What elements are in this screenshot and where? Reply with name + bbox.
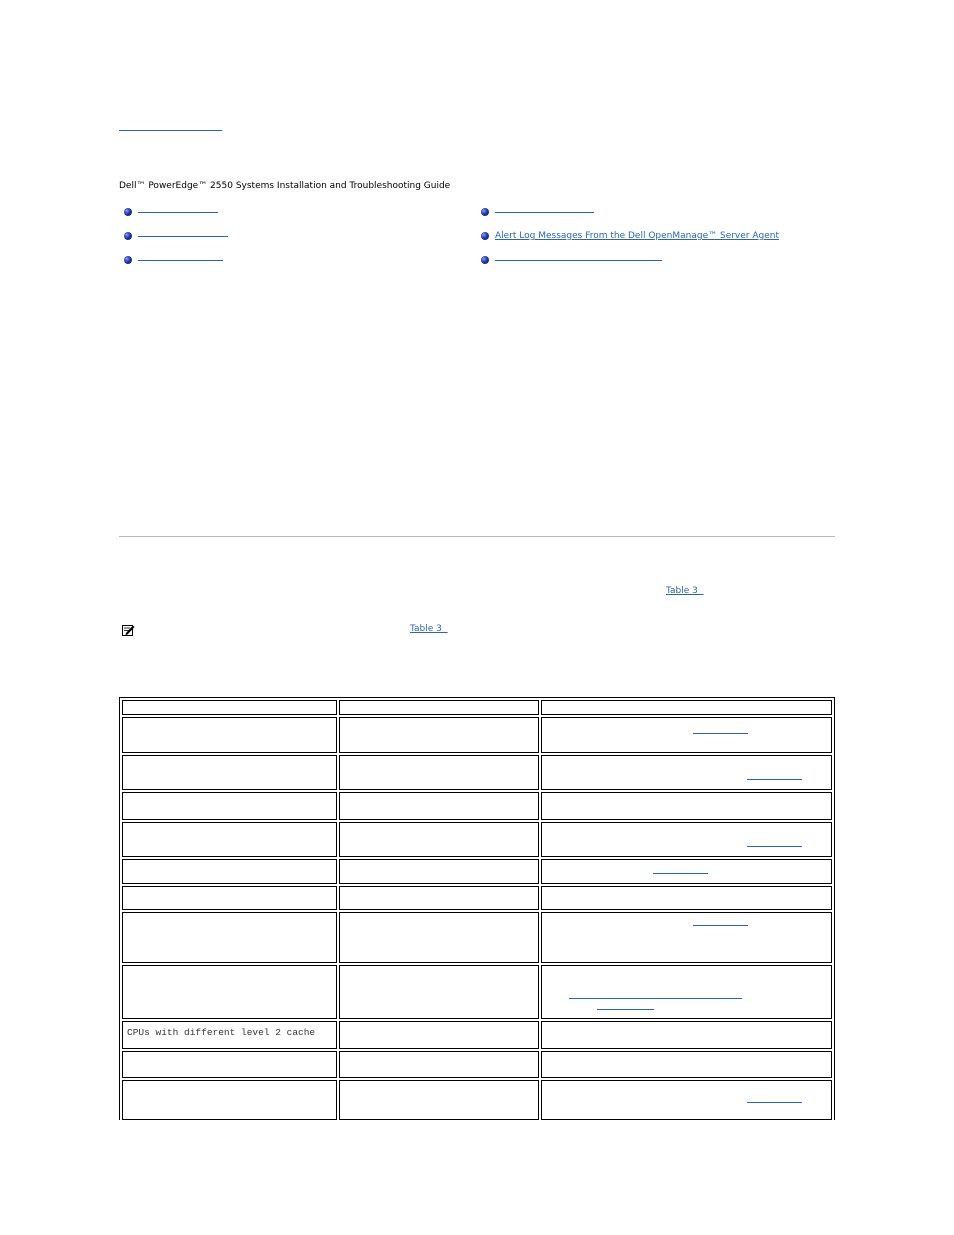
message-cell xyxy=(122,1080,337,1120)
cause-cell xyxy=(339,886,539,910)
cause-cell xyxy=(339,1080,539,1120)
cause-cell xyxy=(339,822,539,857)
table-row xyxy=(122,792,832,820)
message-cell xyxy=(122,755,337,790)
action-link[interactable] xyxy=(693,924,748,926)
message-cell xyxy=(122,965,337,1019)
cause-cell xyxy=(339,859,539,884)
nav-link-alert-log-messages[interactable]: Alert Log Messages From the Dell OpenManage™ Server Agent xyxy=(495,231,779,241)
action-cell xyxy=(541,755,832,790)
cause-cell xyxy=(339,912,539,963)
message-cell xyxy=(122,886,337,910)
header-cell xyxy=(122,700,337,715)
table-row xyxy=(122,886,832,910)
table-row xyxy=(122,1021,832,1049)
bullet-icon xyxy=(481,256,489,264)
message-cell xyxy=(122,792,337,820)
nav-link-right-1[interactable] xyxy=(495,211,594,213)
table-row xyxy=(122,717,832,753)
table-row xyxy=(122,965,832,1019)
table-row xyxy=(122,1051,832,1078)
bullet-icon xyxy=(481,208,489,216)
header-cell xyxy=(339,700,539,715)
message-cell xyxy=(122,717,337,753)
action-cell xyxy=(541,822,832,857)
cause-cell xyxy=(339,755,539,790)
messages-table xyxy=(119,697,835,1123)
note-table-3-link[interactable]: Table 3 xyxy=(410,624,448,634)
action-link[interactable] xyxy=(747,845,802,847)
message-cell xyxy=(122,822,337,857)
table-row xyxy=(122,1080,832,1120)
action-link[interactable] xyxy=(693,732,748,734)
table-row xyxy=(122,912,832,963)
message-cell xyxy=(122,859,337,884)
page-bottom-margin xyxy=(0,1120,954,1235)
cause-cell xyxy=(339,792,539,820)
table-row xyxy=(122,822,832,857)
action-cell xyxy=(541,1080,832,1120)
cause-cell xyxy=(339,1051,539,1078)
note-icon xyxy=(122,624,135,636)
nav-link-left-3[interactable] xyxy=(138,259,223,261)
action-cell xyxy=(541,1051,832,1078)
header-cell xyxy=(541,700,832,715)
intro-table-3-link[interactable]: Table 3 xyxy=(666,586,704,596)
document-title: Dell™ PowerEdge™ 2550 Systems Installation and Troubleshooting Guide xyxy=(119,181,451,191)
action-cell xyxy=(541,1021,832,1049)
action-cell xyxy=(541,912,832,963)
action-link[interactable] xyxy=(747,1101,802,1103)
action-cell xyxy=(541,886,832,910)
action-link[interactable] xyxy=(597,1008,654,1010)
action-cell xyxy=(541,792,832,820)
action-link[interactable] xyxy=(747,778,802,780)
action-cell xyxy=(541,965,832,1019)
action-link[interactable] xyxy=(653,872,708,874)
cause-cell xyxy=(339,1021,539,1049)
bullet-icon xyxy=(124,208,132,216)
message-cell: CPUs with different level 2 cache xyxy=(122,1021,337,1049)
table-row xyxy=(122,859,832,884)
action-cell xyxy=(541,717,832,753)
message-cell xyxy=(122,1051,337,1078)
nav-link-left-2[interactable] xyxy=(138,235,228,237)
bullet-icon xyxy=(481,232,489,240)
nav-link-right-3[interactable] xyxy=(495,259,662,261)
bullet-icon xyxy=(124,232,132,240)
section-divider xyxy=(119,536,835,537)
table-header-row xyxy=(122,700,832,715)
message-cell xyxy=(122,912,337,963)
nav-link-left-1[interactable] xyxy=(138,211,218,213)
table-row xyxy=(122,755,832,790)
action-cell xyxy=(541,859,832,884)
cause-cell xyxy=(339,717,539,753)
action-link[interactable] xyxy=(569,997,742,999)
bullet-icon xyxy=(124,256,132,264)
back-to-contents-link[interactable] xyxy=(119,124,222,134)
cause-cell xyxy=(339,965,539,1019)
